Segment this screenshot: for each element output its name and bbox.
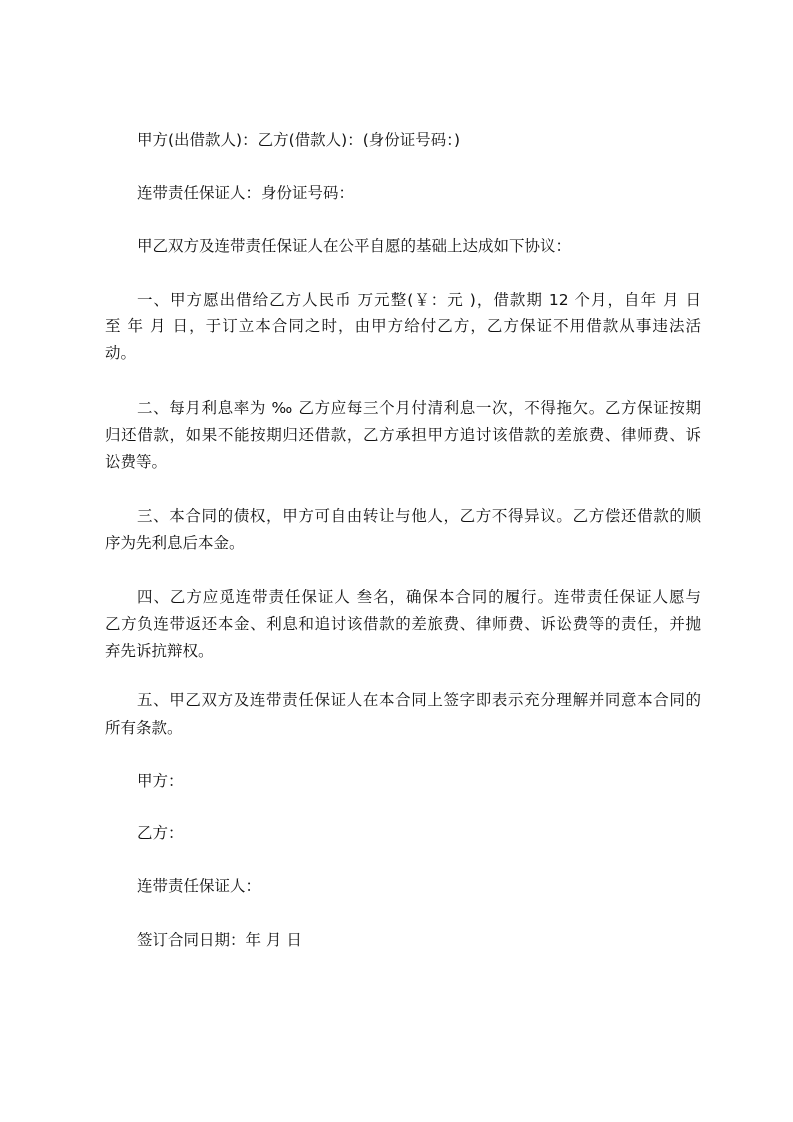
clause-1-line: 一、甲方愿出借给乙方人民币 万元整(￥：元 )，借款期 12 个月，自年 月 日 [137, 291, 701, 309]
party-b-signature: 乙方： [137, 824, 184, 842]
guarantor-signature: 连带责任保证人： [137, 877, 262, 895]
clause-3-line: 序为先利息后本金。 [105, 534, 245, 552]
party-a-signature: 甲方： [137, 772, 184, 790]
clause-2-line: 二、每月利息率为 ‰ 乙方应每三个月付清利息一次，不得拖欠。乙方保证按期 [137, 399, 701, 417]
clause-5-line: 所有条款。 [105, 719, 183, 737]
clause-4-line: 乙方负连带返还本金、利息和追讨该借款的差旅费、律师费、诉讼费等的责任，并抛 [105, 615, 701, 633]
clause-4-line: 四、乙方应觅连带责任保证人 叁名，确保本合同的履行。连带责任保证人愿与 [137, 588, 701, 606]
clause-1-line: 至 年 月 日，于订立本合同之时，由甲方给付乙方，乙方保证不用借款从事违法活 [105, 317, 701, 335]
clause-2-line: 讼费等。 [105, 453, 168, 471]
clause-1-line: 动。 [105, 344, 137, 362]
clause-5-line: 五、甲乙双方及连带责任保证人在本合同上签字即表示充分理解并同意本合同的 [137, 691, 701, 709]
sign-date: 签订合同日期：年 月 日 [137, 931, 302, 949]
intro-line: 甲乙双方及连带责任保证人在公平自愿的基础上达成如下协议： [137, 237, 572, 255]
clause-4-line: 弃先诉抗辩权。 [105, 642, 214, 660]
guarantor-line: 连带责任保证人：身份证号码： [137, 184, 355, 202]
clause-3-line: 三、本合同的债权，甲方可自由转让与他人，乙方不得异议。乙方偿还借款的顺 [137, 507, 701, 525]
parties-line: 甲方(出借款人)：乙方(借款人)：(身份证号码：) [137, 131, 461, 149]
clause-2-line: 归还借款，如果不能按期归还借款，乙方承担甲方追讨该借款的差旅费、律师费、诉 [105, 426, 701, 444]
